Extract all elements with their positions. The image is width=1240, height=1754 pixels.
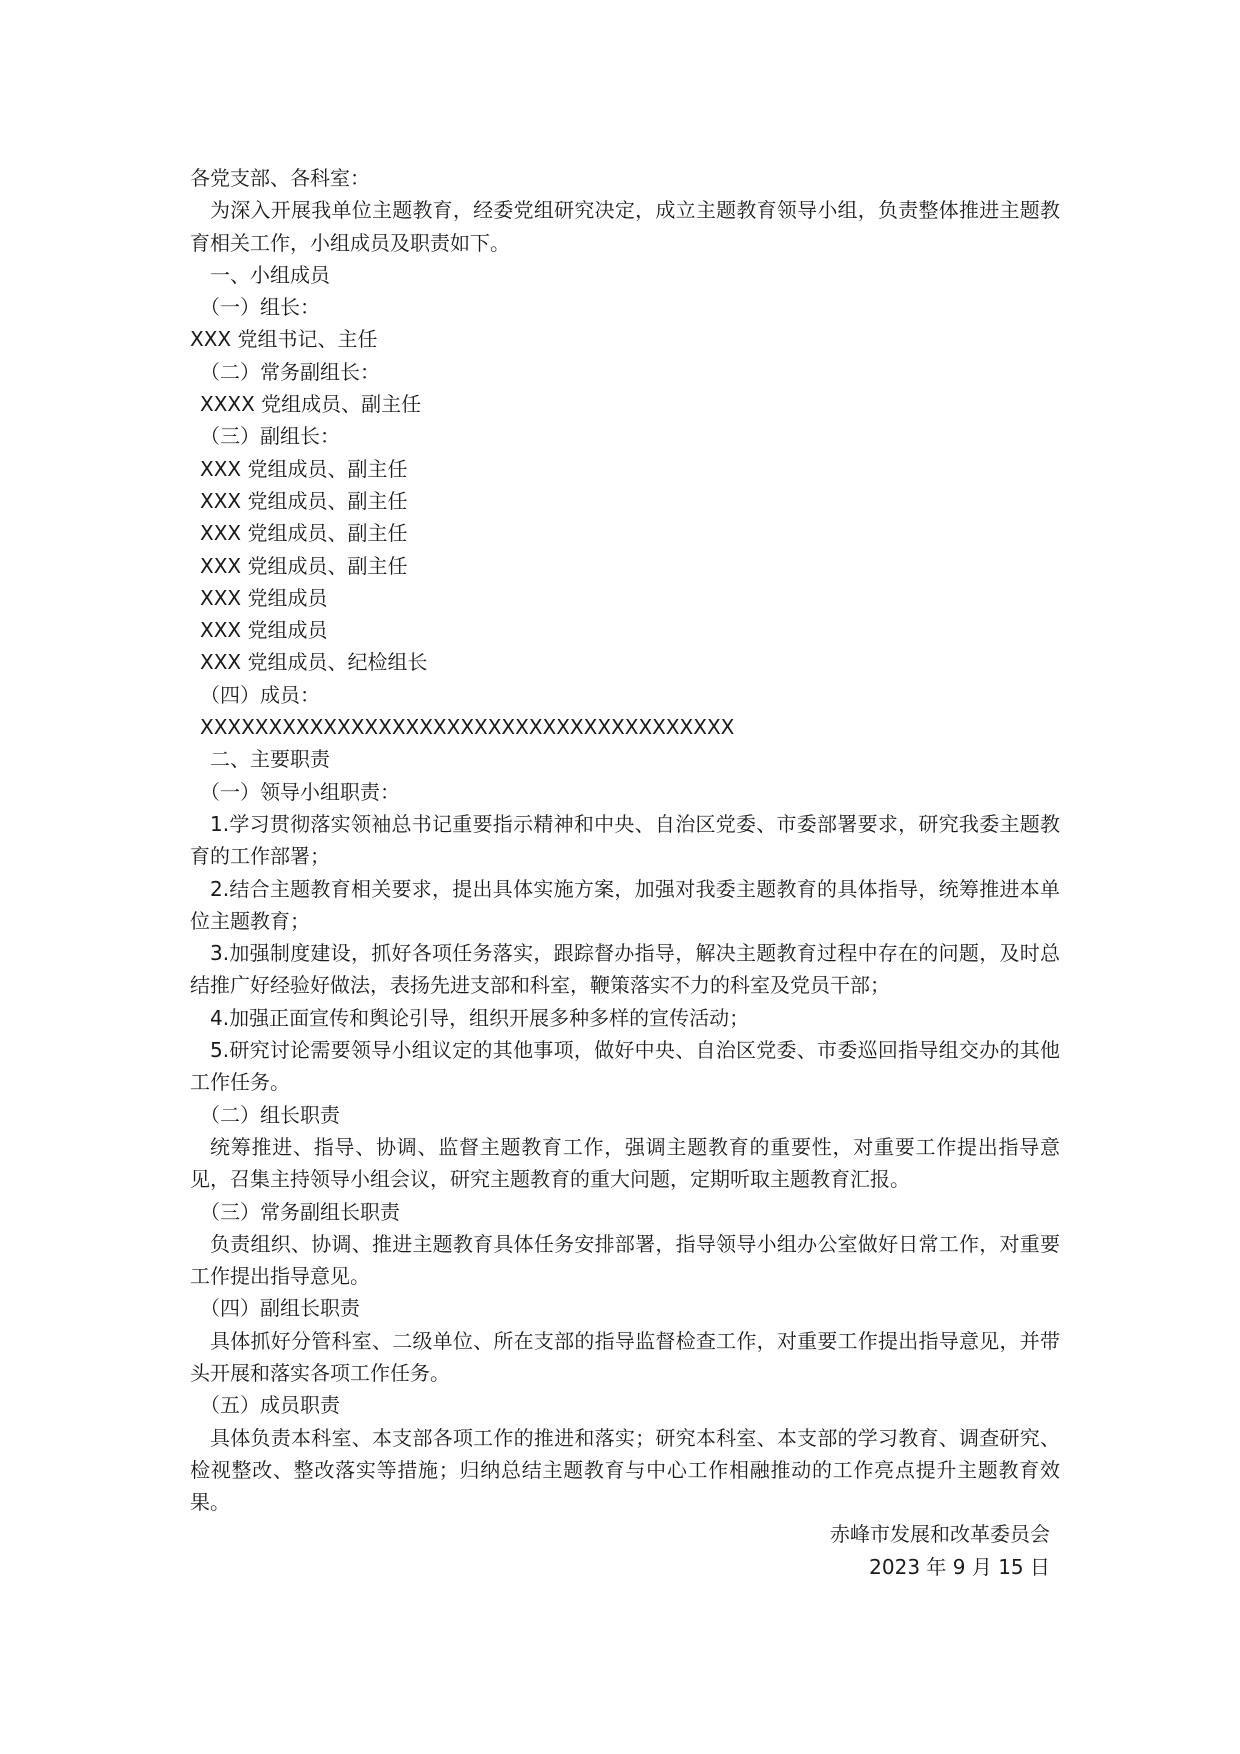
deputy-entry: XXX 党组成员、纪检组长 <box>200 650 428 675</box>
signature-org: 赤峰市发展和改革委员会 <box>830 1522 1050 1547</box>
deputy-entry: XXX 党组成员、副主任 <box>200 456 408 481</box>
section-heading-members: 一、小组成员 <box>210 262 330 287</box>
leader-title: （一）组长： <box>200 295 320 320</box>
group-duties-title: （一）领导小组职责： <box>200 779 400 804</box>
deputy-entry: XXX 党组成员、副主任 <box>200 521 408 546</box>
deputy-entry: XXX 党组成员 <box>200 585 328 610</box>
group-duty-item: 5.研究讨论需要领导小组议定的其他事项，做好中央、自治区党委、市委巡回指导组交办的其他工作任务。 <box>190 1038 1060 1095</box>
document-body <box>190 162 1060 1583</box>
deputy-entry: XXX 党组成员、副主任 <box>200 488 408 513</box>
staff-entry: XXXXXXXXXXXXXXXXXXXXXXXXXXXXXXXXXXXXXXX <box>200 715 735 740</box>
group-duty-item: 4.加强正面宣传和舆论引导，组织开展多种多样的宣传活动； <box>210 1005 750 1030</box>
group-duty-item: 3.加强制度建设，抓好各项任务落实，跟踪督办指导，解决主题教育过程中存在的问题，及时总结推广好经验好做法，表扬先进支部和科室，鞭策落实不力的科室及党员干部； <box>190 941 1060 998</box>
leader-entry: XXX 党组书记、主任 <box>190 327 378 352</box>
leader-duties-text: 统筹推进、指导、协调、监督主题教育工作，强调主题教育的重要性，对重要工作提出指导意见，召集主持领导小组会议，研究主题教育的重大问题，定期听取主题教育汇报。 <box>190 1134 1060 1192</box>
intro-paragraph: 为深入开展我单位主题教育，经委党组研究决定，成立主题教育领导小组，负责整体推进主题教育相关工作，小组成员及职责如下。 <box>190 198 1060 255</box>
deputy-entry: XXX 党组成员、副主任 <box>200 553 408 578</box>
deputy-entry: XXX 党组成员 <box>200 618 328 643</box>
deputy-duties-title: （四）副组长职责 <box>200 1296 360 1321</box>
staff-title: （四）成员： <box>200 682 320 707</box>
salutation: 各党支部、各科室： <box>190 166 370 190</box>
deputies-title: （三）副组长： <box>200 424 340 449</box>
member-duties-title: （五）成员职责 <box>200 1393 340 1418</box>
member-duties-text: 具体负责本科室、本支部各项工作的推进和落实；研究本科室、本支部的学习教育、调查研究、检视整改、整改落实等措施；归纳总结主题教育与中心工作相融推动的工作亮点提升主题教育效果。 <box>190 1425 1060 1515</box>
leader-duties-title: （二）组长职责 <box>200 1102 340 1127</box>
exec-deputy-title: （二）常务副组长： <box>200 359 380 384</box>
exec-deputy-duties-text: 负责组织、协调、推进主题教育具体任务安排部署，指导领导小组办公室做好日常工作，对重要工作提出指导意见。 <box>190 1231 1060 1289</box>
exec-deputy-entry: XXXX 党组成员、副主任 <box>200 392 422 417</box>
signature-date: 2023 年 9 月 15 日 <box>869 1554 1050 1579</box>
exec-deputy-duties-title: （三）常务副组长职责 <box>200 1199 400 1224</box>
group-duty-item: 2.结合主题教育相关要求，提出具体实施方案，加强对我委主题教育的具体指导，统筹推进本单位主题教育； <box>190 876 1060 933</box>
section-heading-duties: 二、主要职责 <box>210 747 330 772</box>
deputy-duties-text: 具体抓好分管科室、二级单位、所在支部的指导监督检查工作，对重要工作提出指导意见，并带头开展和落实各项工作任务。 <box>190 1328 1060 1385</box>
group-duty-item: 1.学习贯彻落实领袖总书记重要指示精神和中央、自治区党委、市委部署要求，研究我委主题教育的工作部署； <box>190 811 1060 869</box>
